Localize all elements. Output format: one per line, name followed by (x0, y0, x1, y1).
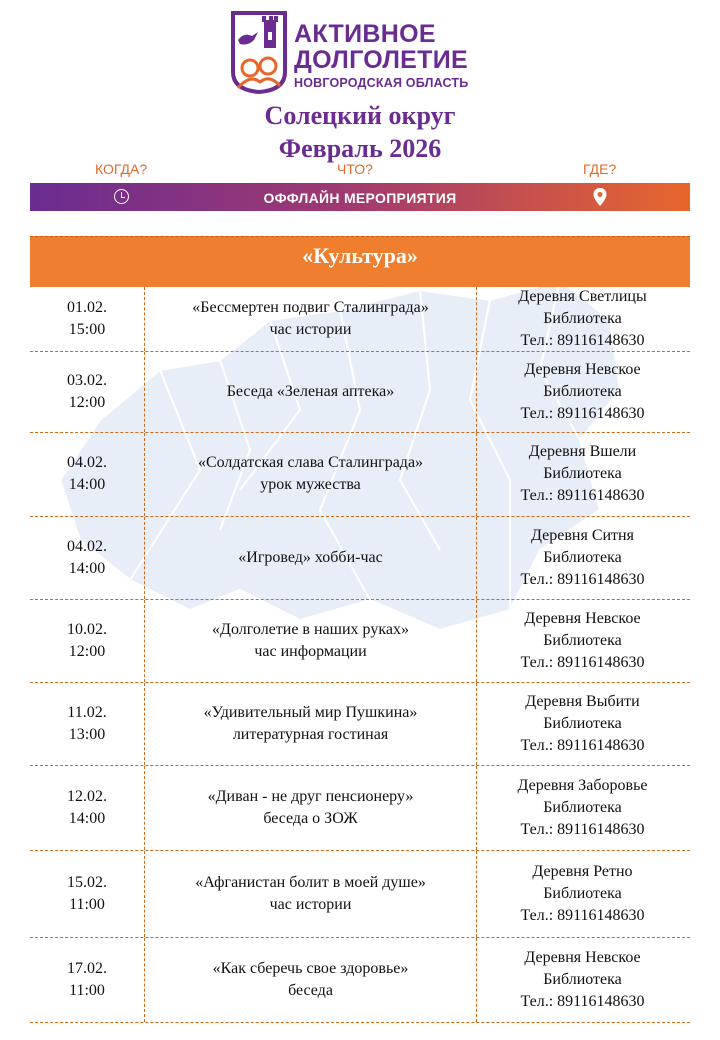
event-title: «Бессмертен подвиг Сталинграда» (192, 298, 429, 316)
event-subtitle: беседа (288, 981, 333, 999)
event-date: 04.02. (67, 454, 107, 472)
event-place: Деревня Невское (524, 948, 641, 966)
event-date: 17.02. (67, 959, 107, 977)
event-row (30, 766, 690, 851)
event-subtitle: час истории (269, 895, 352, 913)
event-location-cell (475, 600, 690, 682)
event-phone: Тел.: 89116148630 (520, 736, 645, 754)
event-time: 14:00 (68, 559, 106, 577)
event-phone: Тел.: 89116148630 (520, 653, 645, 671)
event-venue: Библиотека (543, 382, 622, 400)
event-location-cell (475, 352, 690, 432)
event-place: Деревня Светлицы (518, 287, 647, 305)
event-row (30, 287, 690, 352)
event-title-cell (144, 938, 477, 1022)
event-location-cell (475, 287, 690, 351)
event-title: «Игровед» хобби-час (238, 548, 383, 566)
event-row (30, 352, 690, 433)
event-date: 03.02. (67, 371, 107, 389)
event-title-cell (144, 433, 477, 516)
header-when: КОГДА? (95, 161, 148, 177)
event-venue: Библиотека (543, 309, 622, 327)
event-place: Деревня Ситня (531, 526, 634, 544)
event-date: 11.02. (67, 703, 107, 721)
event-time: 15:00 (68, 320, 106, 338)
event-datetime-cell (30, 517, 144, 599)
event-subtitle: беседа о ЗОЖ (263, 809, 358, 827)
event-date: 15.02. (67, 873, 107, 891)
logo-line2: ДОЛГОЛЕТИЕ (294, 46, 468, 74)
logo-emblem-icon (230, 10, 288, 94)
event-title-cell (144, 683, 477, 765)
event-title: «Долголетие в наших руках» (212, 620, 409, 638)
event-venue: Библиотека (543, 631, 622, 649)
event-phone: Тел.: 89116148630 (520, 820, 645, 838)
location-pin-icon (593, 188, 607, 206)
event-phone: Тел.: 89116148630 (520, 906, 645, 924)
event-place: Деревня Выбити (525, 692, 640, 710)
logo-line1: АКТИВНОЕ (294, 20, 436, 48)
event-venue: Библиотека (543, 884, 622, 902)
offline-events-banner (30, 183, 690, 211)
header-where: ГДЕ? (583, 161, 617, 177)
event-date: 04.02. (67, 537, 107, 555)
event-phone: Тел.: 89116148630 (520, 404, 645, 422)
event-location-cell (475, 517, 690, 599)
culture-section-header (30, 236, 690, 287)
event-place: Деревня Заборовье (517, 776, 648, 794)
event-title: «Афганистан болит в моей душе» (195, 873, 426, 891)
event-subtitle: час истории (269, 320, 352, 338)
event-title: «Диван - не друг пенсионеру» (207, 787, 414, 805)
event-datetime-cell (30, 433, 144, 516)
event-date: 01.02. (67, 298, 107, 316)
event-venue: Библиотека (543, 970, 622, 988)
event-title: Беседа «Зеленая аптека» (226, 382, 395, 400)
event-datetime-cell (30, 851, 144, 937)
event-title: «Удивительный мир Пушкина» (203, 703, 418, 721)
event-title: «Солдатская слава Сталинграда» (197, 454, 424, 472)
event-row (30, 683, 690, 766)
event-time: 12:00 (68, 642, 106, 660)
event-subtitle: урок мужества (260, 476, 361, 494)
event-title: «Как сберечь свое здоровье» (212, 959, 409, 977)
event-place: Деревня Невское (524, 609, 641, 627)
event-location-cell (475, 683, 690, 765)
event-time: 14:00 (68, 809, 106, 827)
district-title: Солецкий округ (264, 101, 456, 130)
event-row (30, 433, 690, 517)
event-phone: Тел.: 89116148630 (520, 992, 645, 1010)
event-datetime-cell (30, 600, 144, 682)
event-place: Деревня Вшели (528, 443, 637, 461)
event-title-cell (144, 517, 477, 599)
section-title: «Культура» (302, 243, 418, 268)
event-datetime-cell (30, 683, 144, 765)
logo-line3: НОВГОРОДСКАЯ ОБЛАСТЬ (294, 76, 469, 90)
event-datetime-cell (30, 287, 144, 351)
event-row (30, 851, 690, 938)
event-row (30, 600, 690, 683)
event-time: 11:00 (69, 981, 105, 999)
event-time: 13:00 (68, 725, 106, 743)
event-row (30, 938, 690, 1023)
event-place: Деревня Ретно (532, 862, 633, 880)
event-subtitle: литературная гостиная (232, 725, 389, 743)
event-location-cell (475, 766, 690, 850)
event-date: 12.02. (67, 787, 107, 805)
event-phone: Тел.: 89116148630 (520, 487, 645, 505)
event-subtitle: час информации (254, 642, 367, 660)
event-time: 12:00 (68, 393, 106, 411)
event-time: 14:00 (68, 476, 106, 494)
event-title-cell (144, 287, 477, 351)
month-title: Февраль 2026 (278, 134, 442, 163)
event-time: 11:00 (69, 895, 105, 913)
event-venue: Библиотека (543, 714, 622, 732)
active-longevity-logo (230, 10, 495, 98)
event-title-cell (144, 600, 477, 682)
event-location-cell (475, 938, 690, 1022)
event-location-cell (475, 851, 690, 937)
event-venue: Библиотека (543, 548, 622, 566)
event-venue: Библиотека (543, 798, 622, 816)
event-title-cell (144, 352, 477, 432)
event-title-cell (144, 766, 477, 850)
event-datetime-cell (30, 352, 144, 432)
event-phone: Тел.: 89116148630 (520, 331, 645, 349)
header-what: ЧТО? (337, 161, 373, 177)
event-place: Деревня Невское (524, 360, 641, 378)
event-datetime-cell (30, 938, 144, 1022)
event-date: 10.02. (67, 620, 107, 638)
event-venue: Библиотека (543, 465, 622, 483)
event-row (30, 517, 690, 600)
event-datetime-cell (30, 766, 144, 850)
event-phone: Тел.: 89116148630 (520, 570, 645, 588)
event-location-cell (475, 433, 690, 516)
event-title-cell (144, 851, 477, 937)
banner-title: ОФФЛАЙН МЕРОПРИЯТИЯ (263, 190, 457, 206)
